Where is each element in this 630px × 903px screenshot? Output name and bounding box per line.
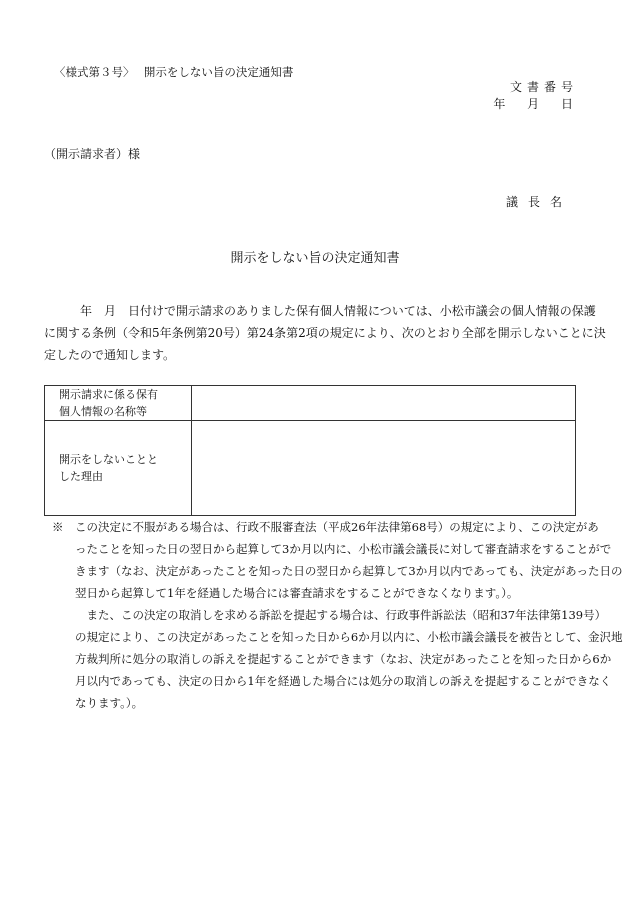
note-line: きます（なお、決定があったことを知った日の翌日から起算して3か月以内であっても、決定があった日の (52, 564, 623, 578)
info-table (44, 385, 576, 516)
document-date-label: 年 月 日 (493, 97, 578, 111)
note-line: 方裁判所に処分の取消しの訴えを提起することができます（なお、決定があったことを知った日から6か (52, 652, 612, 666)
table-row-label (45, 386, 192, 421)
document-title: 開示をしない旨の決定通知書 (230, 251, 400, 266)
table-row (45, 421, 576, 516)
body-line: に関する条例（令和5年条例第20号）第24条第2項の規定により、次のとおり全部を開示しないことに決 (44, 326, 606, 340)
note-line: ったことを知った日の翌日から起算して3か月以内に、小松市議会議長に対して審査請求をすることがで (52, 542, 612, 556)
table-row (45, 386, 576, 421)
note-line: 翌日から起算して1年を経過した場合には審査請求をすることができなくなります。）。 (52, 586, 519, 600)
label-line: 個人情報の名称等 (59, 405, 147, 418)
note-line: 月以内であっても、決定の日から1年を経過した場合には処分の取消しの訴えを提起することができなく (52, 674, 612, 688)
label-line: 開示請求に係る保有 (59, 388, 158, 401)
recipient-label: （開示請求者）様 (44, 147, 141, 161)
note-line: なります。）。 (52, 696, 144, 710)
note-line: の規定により、この決定があったことを知った日から6か月以内に、小松市議会議長を被告として、金沢地 (52, 630, 623, 644)
label-line: 開示をしないことと (59, 453, 158, 466)
body-line: 年 月 日付けで開示請求のありました保有個人情報については、小松市議会の個人情報の保護 (44, 304, 596, 318)
table-row-label (45, 421, 192, 516)
note-line: ※ この決定に不服がある場合は、行政不服審査法（平成26年法律第68号）の規定により、この決定があ (52, 520, 599, 534)
label-line: した理由 (59, 470, 103, 483)
document-number-label: 文書番号 (509, 80, 578, 94)
sender-label: 議長名 (505, 195, 572, 209)
table-row-value (192, 386, 576, 421)
form-label: 〈様式第３号〉 開示をしない旨の決定通知書 (54, 65, 294, 79)
body-paragraph (44, 300, 606, 366)
body-line: 定したので通知します。 (44, 348, 176, 362)
note-line: また、この決定の取消しを求める訴訟を提起する場合は、行政事件訴訟法（昭和37年法律第139号） (52, 608, 607, 622)
notes-section (52, 516, 623, 714)
table-row-value (192, 421, 576, 516)
